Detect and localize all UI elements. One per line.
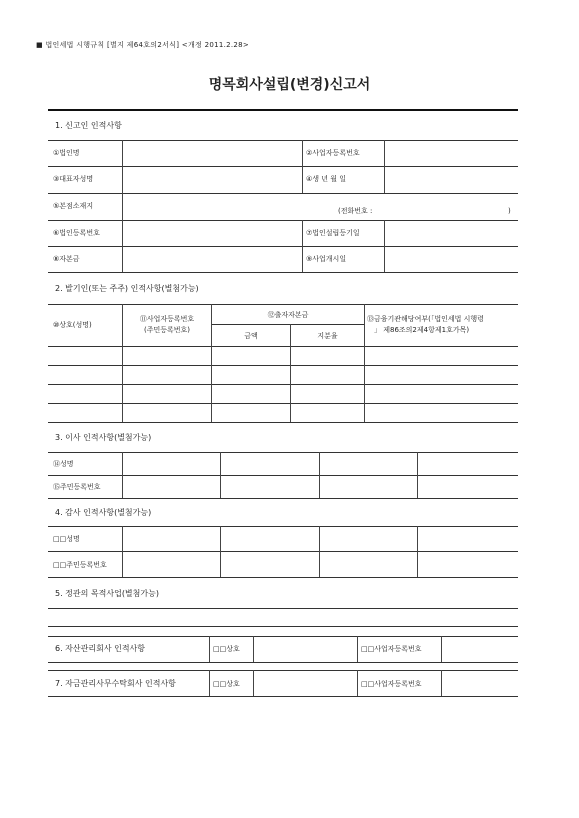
divider	[253, 670, 254, 696]
form-header-note: ■ 법인세법 시행규칙 [별지 제64호의2서식] <개정 2011.2.28>	[36, 41, 250, 49]
divider	[319, 526, 320, 577]
divider	[220, 526, 221, 577]
divider	[48, 346, 518, 347]
divider	[48, 608, 518, 609]
divider	[441, 636, 442, 662]
section-4-heading: 4. 감사 인적사항(별첨가능)	[55, 508, 152, 517]
capital-field[interactable]	[124, 248, 300, 270]
divider	[209, 670, 210, 696]
divider	[48, 670, 518, 671]
divider	[48, 140, 518, 141]
financial-institution-header-cont: 」 제86조의2제4항제1호가목)	[374, 326, 470, 334]
divider	[364, 304, 365, 422]
divider	[48, 475, 518, 476]
divider	[48, 304, 518, 305]
divider	[48, 526, 518, 527]
section-7-heading: 7. 자금관리사무수탁회사 인적사항	[55, 679, 176, 688]
divider	[417, 452, 418, 498]
divider	[48, 498, 518, 499]
financial-institution-header: ⑬금융기관해당여부(「법인세법 시행령	[367, 315, 484, 323]
divider	[48, 696, 518, 697]
asset-mgmt-reg-field[interactable]	[443, 638, 516, 660]
trade-name-header: ⑩상호(성명)	[53, 321, 92, 329]
divider	[48, 272, 518, 273]
section-2-heading: 2. 발기인(또는 주주) 인적사항(별첨가능)	[55, 284, 199, 293]
top-rule	[48, 109, 518, 111]
section-5-heading: 5. 정관의 목적사업(별첨가능)	[55, 589, 159, 598]
investment-header: ⑫출자자본금	[267, 311, 309, 319]
section-6-heading: 6. 자산관리회사 인적사항	[55, 644, 145, 653]
page-title: 명목회사설립(변경)신고서	[208, 77, 371, 93]
divider	[122, 452, 123, 498]
corp-name-label: ①법인명	[53, 149, 80, 157]
business-purpose-field[interactable]	[50, 610, 516, 624]
divider	[319, 452, 320, 498]
director-rrn-label: ⑮주민등록번호	[53, 483, 101, 491]
divider	[384, 140, 385, 193]
divider	[417, 526, 418, 577]
asset-mgmt-trade-label: □□상호	[213, 645, 240, 653]
auditor-name-label: □□성명	[53, 535, 80, 543]
divider	[48, 636, 518, 637]
corp-est-date-field[interactable]	[386, 222, 516, 244]
section-3-heading: 3. 이사 인적사항(별첨가능)	[55, 433, 152, 442]
biz-reg-no-field[interactable]	[386, 142, 516, 164]
divider	[48, 626, 518, 627]
fund-mgmt-reg-label: □□사업자등록번호	[361, 680, 422, 688]
capital-label: ⑧자본금	[53, 255, 80, 263]
phone-label: (전화번호 :	[338, 207, 373, 215]
rrn-header: (주민등록번호)	[143, 326, 191, 334]
biz-start-label: ⑨사업개시일	[306, 255, 347, 263]
auditor-rrn-label: □□주민등록번호	[53, 561, 107, 569]
divider	[48, 384, 518, 385]
birth-field[interactable]	[386, 168, 516, 191]
divider	[357, 636, 358, 662]
divider	[441, 670, 442, 696]
fund-mgmt-trade-field[interactable]	[255, 672, 355, 694]
hq-address-field[interactable]	[124, 195, 516, 218]
divider	[48, 220, 518, 221]
divider	[48, 403, 518, 404]
fund-mgmt-reg-field[interactable]	[443, 672, 516, 694]
divider	[48, 551, 518, 552]
divider	[302, 220, 303, 272]
section-1-heading: 1. 신고인 인적사항	[55, 121, 122, 130]
asset-mgmt-reg-label: □□사업자등록번호	[361, 645, 422, 653]
biz-reg-no-label: ②사업자등록번호	[306, 149, 360, 157]
rep-name-label: ③대표자성명	[53, 175, 94, 183]
divider	[220, 452, 221, 498]
divider	[48, 166, 518, 167]
divider	[357, 670, 358, 696]
biz-start-field[interactable]	[386, 248, 516, 270]
amount-header: 금액	[244, 332, 258, 340]
corp-name-field[interactable]	[124, 142, 300, 164]
birth-label: ④생 년 월 일	[306, 175, 346, 183]
fund-mgmt-trade-label: □□상호	[213, 680, 240, 688]
hq-address-label: ⑤본점소재지	[53, 202, 94, 210]
divider	[212, 324, 364, 325]
divider	[253, 636, 254, 662]
divider	[302, 140, 303, 193]
divider	[48, 193, 518, 194]
director-name-label: ⑭성명	[53, 460, 74, 468]
ratio-header: 지분율	[317, 332, 338, 340]
divider	[209, 636, 210, 662]
divider	[384, 220, 385, 272]
divider	[48, 246, 518, 247]
corp-reg-no-label: ⑥법인등록번호	[53, 229, 100, 237]
corp-est-date-label: ⑦법인설립등기일	[306, 229, 360, 237]
divider	[122, 526, 123, 577]
divider	[48, 577, 518, 578]
phone-close: )	[508, 207, 511, 215]
divider	[48, 452, 518, 453]
reg-no-header: ⑪사업자등록번호	[139, 315, 195, 323]
divider	[48, 365, 518, 366]
divider	[48, 662, 518, 663]
rep-name-field[interactable]	[124, 168, 300, 191]
divider	[48, 422, 518, 423]
corp-reg-no-field[interactable]	[124, 222, 300, 244]
divider	[122, 140, 123, 272]
asset-mgmt-trade-field[interactable]	[255, 638, 355, 660]
